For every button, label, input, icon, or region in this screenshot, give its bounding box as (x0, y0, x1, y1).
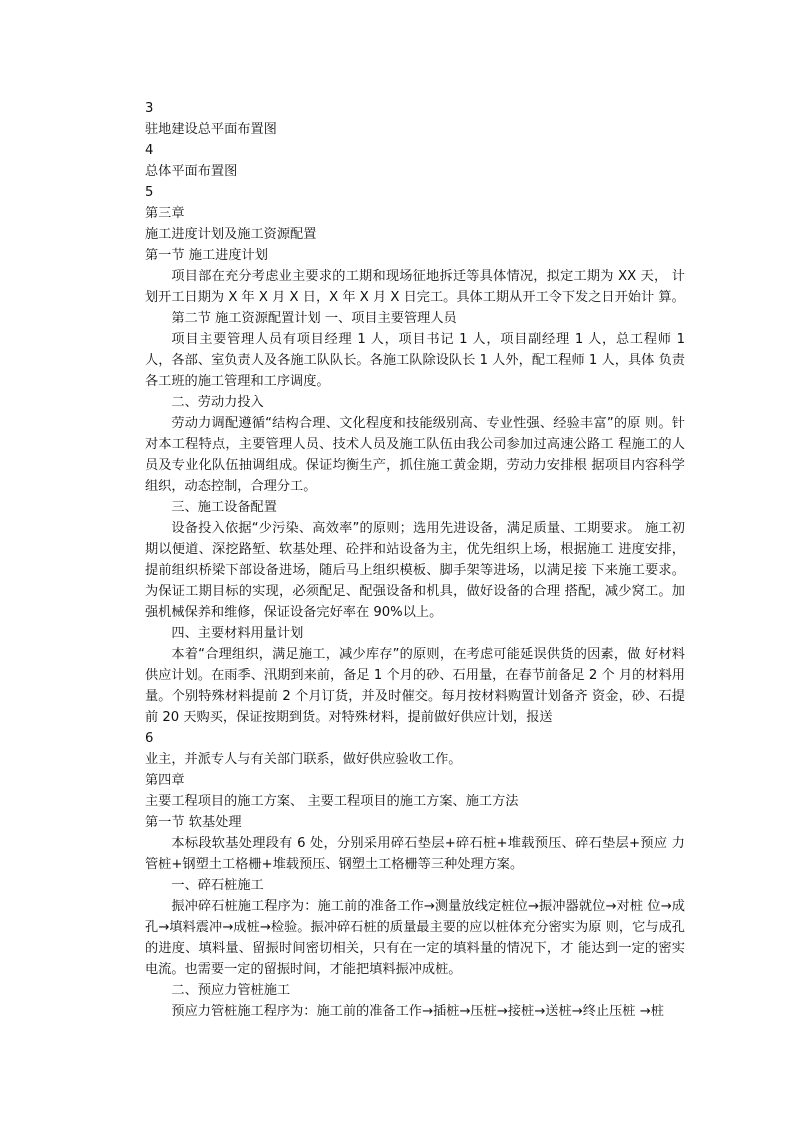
paragraph: 设备投入依据“少污染、高效率”的原则；选用先进设备，满足质量、工期要求。 施工初期以便道、深挖路堑、软基处理、砼拌和站设备为主，优先组织上场，根据施工 进度安排，提前组织桥梁下部设备进场，随后马上组织模板、脚手架等进场，以满足接 下来施工要求。为保证工期目标的实现，必须配足、配强设备和机具，做好设备的合理 搭配，减少窝工。加强机械保养和维修，保证设备完好率在 90%以上。 (145, 521, 685, 620)
paragraph-continuation: 业主，并派专人与有关部门联系，做好供应验收工作。 (145, 752, 462, 767)
item-title: 驻地建设总平面布置图 (145, 122, 277, 137)
paragraph: 项目主要管理人员有项目经理 1 人，项目书记 1 人，项目副经理 1 人，总工程师 1 人，各部、室负责人及各施工队队长。各施工队除设队长 1 人外，配工程师 1 人，具体 负责各工班的施工管理和工序调度。 (145, 332, 685, 389)
item-title: 总体平面布置图 (145, 164, 238, 179)
section-heading: 第二节 施工资源配置计划 一、项目主要管理人员 (171, 311, 457, 326)
subsection-heading: 三、施工设备配置 (171, 500, 277, 515)
page-number: 5 (145, 185, 154, 200)
subsection-heading: 一、碎石桩施工 (171, 878, 264, 893)
chapter-heading: 第四章 (145, 773, 185, 788)
paragraph: 项目部在充分考虑业主要求的工期和现场征地拆迁等具体情况，拟定工期为 XX 天， 计划开工日期为 X 年 X 月 X 日，X 年 X 月 X 日完工。具体工期从开工令下发之日开始计 算。 (145, 269, 685, 305)
paragraph: 预应力管桩施工程序为：施工前的准备工作→插桩→压桩→接桩→送桩→终止压桩 →桩 (171, 1004, 664, 1019)
paragraph: 本标段软基处理段有 6 处，分别采用碎石垫层+碎石桩+堆载预压、碎石垫层+预应 力管桩+钢塑土工格栅+堆载预压、钢塑土工格栅等三种处理方案。 (145, 836, 685, 872)
page-number: 3 (145, 101, 154, 116)
subsection-heading: 二、预应力管桩施工 (171, 983, 291, 998)
chapter-title: 主要工程项目的施工方案、 主要工程项目的施工方案、施工方法 (145, 794, 519, 809)
subsection-heading: 二、劳动力投入 (171, 395, 264, 410)
page-number: 4 (145, 143, 154, 158)
chapter-heading: 第三章 (145, 206, 185, 221)
subsection-heading: 四、主要材料用量计划 (171, 626, 304, 641)
chapter-title: 施工进度计划及施工资源配置 (145, 227, 317, 242)
section-heading: 第一节 软基处理 (145, 815, 242, 830)
paragraph: 劳动力调配遵循“结构合理、文化程度和技能级别高、专业性强、经验丰富”的原 则。针对本工程特点，主要管理人员、技术人员及施工队伍由我公司参加过高速公路工 程施工的人员及专业化队伍抽调组成。保证均衡生产，抓住施工黄金期，劳动力安排根 据项目内容科学组织，动态控制，合理分工。 (145, 416, 685, 494)
paragraph: 振冲碎石桩施工程序为：施工前的准备工作→测量放线定桩位→振冲器就位→对桩 位→成孔→填料震冲→成桩→检验。振冲碎石桩的质量最主要的应以桩体充分密实为原 则，它与成孔的进度、填料量、留振时间密切相关，只有在一定的填料量的情况下，才 能达到一定的密实电流。也需要一定的留振时间，才能把填料振冲成桩。 (145, 899, 685, 977)
document-body (145, 98, 685, 1022)
page-number: 6 (145, 731, 154, 746)
paragraph: 本着“合理组织，满足施工，减少库存”的原则，在考虑可能延误供货的因素，做 好材料供应计划。在雨季、汛期到来前，备足 1 个月的砂、石用量，在春节前备足 2 个 月的材料用量。个别特殊材料提前 2 个月订货，并及时催交。每月按材料购置计划备齐 资金，砂、石提前 20 天购买，保证按期到货。对特殊材料，提前做好供应计划，报送 (145, 647, 685, 725)
section-heading: 第一节 施工进度计划 (145, 248, 268, 263)
